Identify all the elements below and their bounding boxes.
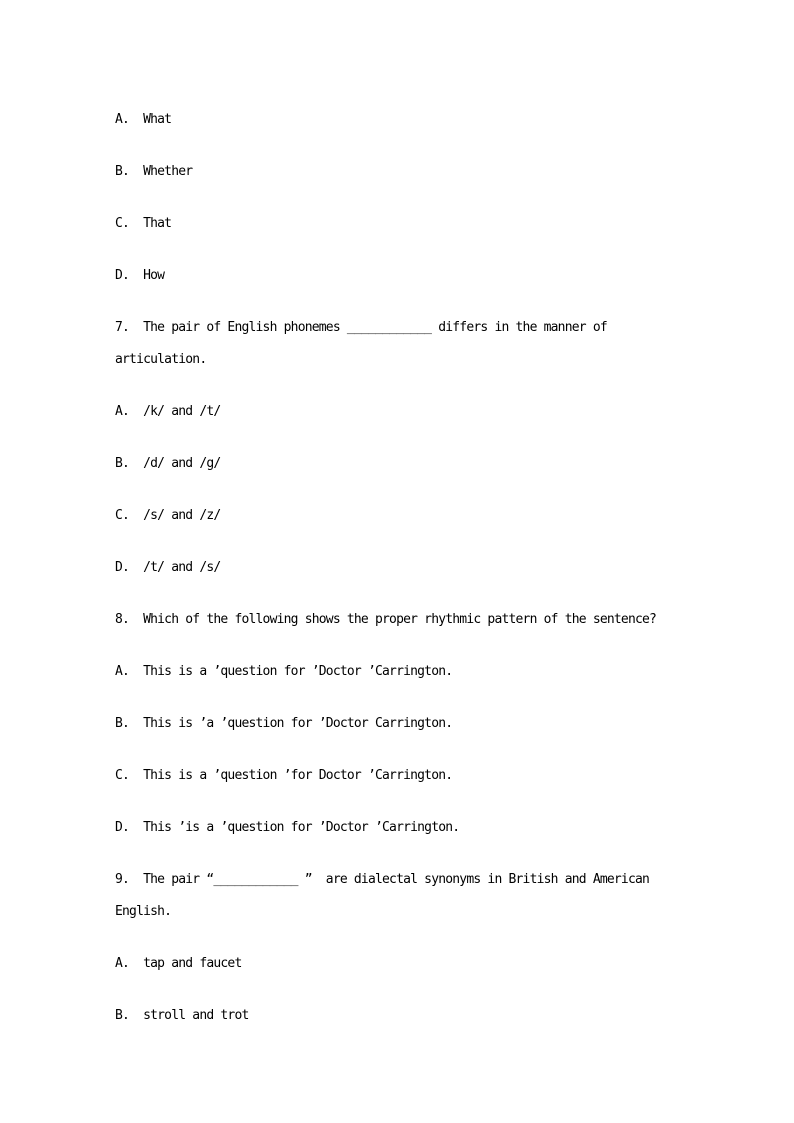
text-line: D. How [115,268,165,283]
option-paragraph [115,500,734,532]
option-paragraph [115,104,734,136]
option-paragraph [115,156,734,188]
question-paragraph [115,604,734,636]
text-line: 8. Which of the following shows the proper rhythmic pattern of the sentence? [115,612,657,627]
document-body [115,104,734,1052]
text-line: articulation. [115,352,207,367]
text-line: B. /d/ and /g/ [115,456,221,471]
text-line: C. That [115,216,172,231]
text-line: D. This ’is a ’question for ’Doctor ’Carrington. [115,820,460,835]
text-line: B. This is ’a ’question for ’Doctor Carrington. [115,716,453,731]
text-line: A. tap and faucet [115,956,242,971]
option-paragraph [115,760,734,792]
text-line: A. What [115,112,172,127]
text-line: B. Whether [115,164,193,179]
text-line: English. [115,904,172,919]
text-line: 7. The pair of English phonemes ____________ differs in the manner of [115,320,607,335]
option-paragraph [115,552,734,584]
option-paragraph [115,396,734,428]
option-paragraph [115,208,734,240]
option-paragraph [115,948,734,980]
option-paragraph [115,656,734,688]
option-paragraph [115,260,734,292]
question-paragraph [115,864,734,928]
option-paragraph [115,708,734,740]
text-line: A. /k/ and /t/ [115,404,221,419]
text-line: D. /t/ and /s/ [115,560,221,575]
option-paragraph [115,448,734,480]
option-paragraph [115,812,734,844]
text-line: C. /s/ and /z/ [115,508,221,523]
text-line: C. This is a ’question ’for Doctor ’Carrington. [115,768,453,783]
option-paragraph [115,1000,734,1032]
text-line: B. stroll and trot [115,1008,249,1023]
text-line: A. This is a ’question for ’Doctor ’Carrington. [115,664,453,679]
question-paragraph [115,312,734,376]
text-line: 9. The pair “____________ ” are dialectal synonyms in British and American [115,872,650,887]
